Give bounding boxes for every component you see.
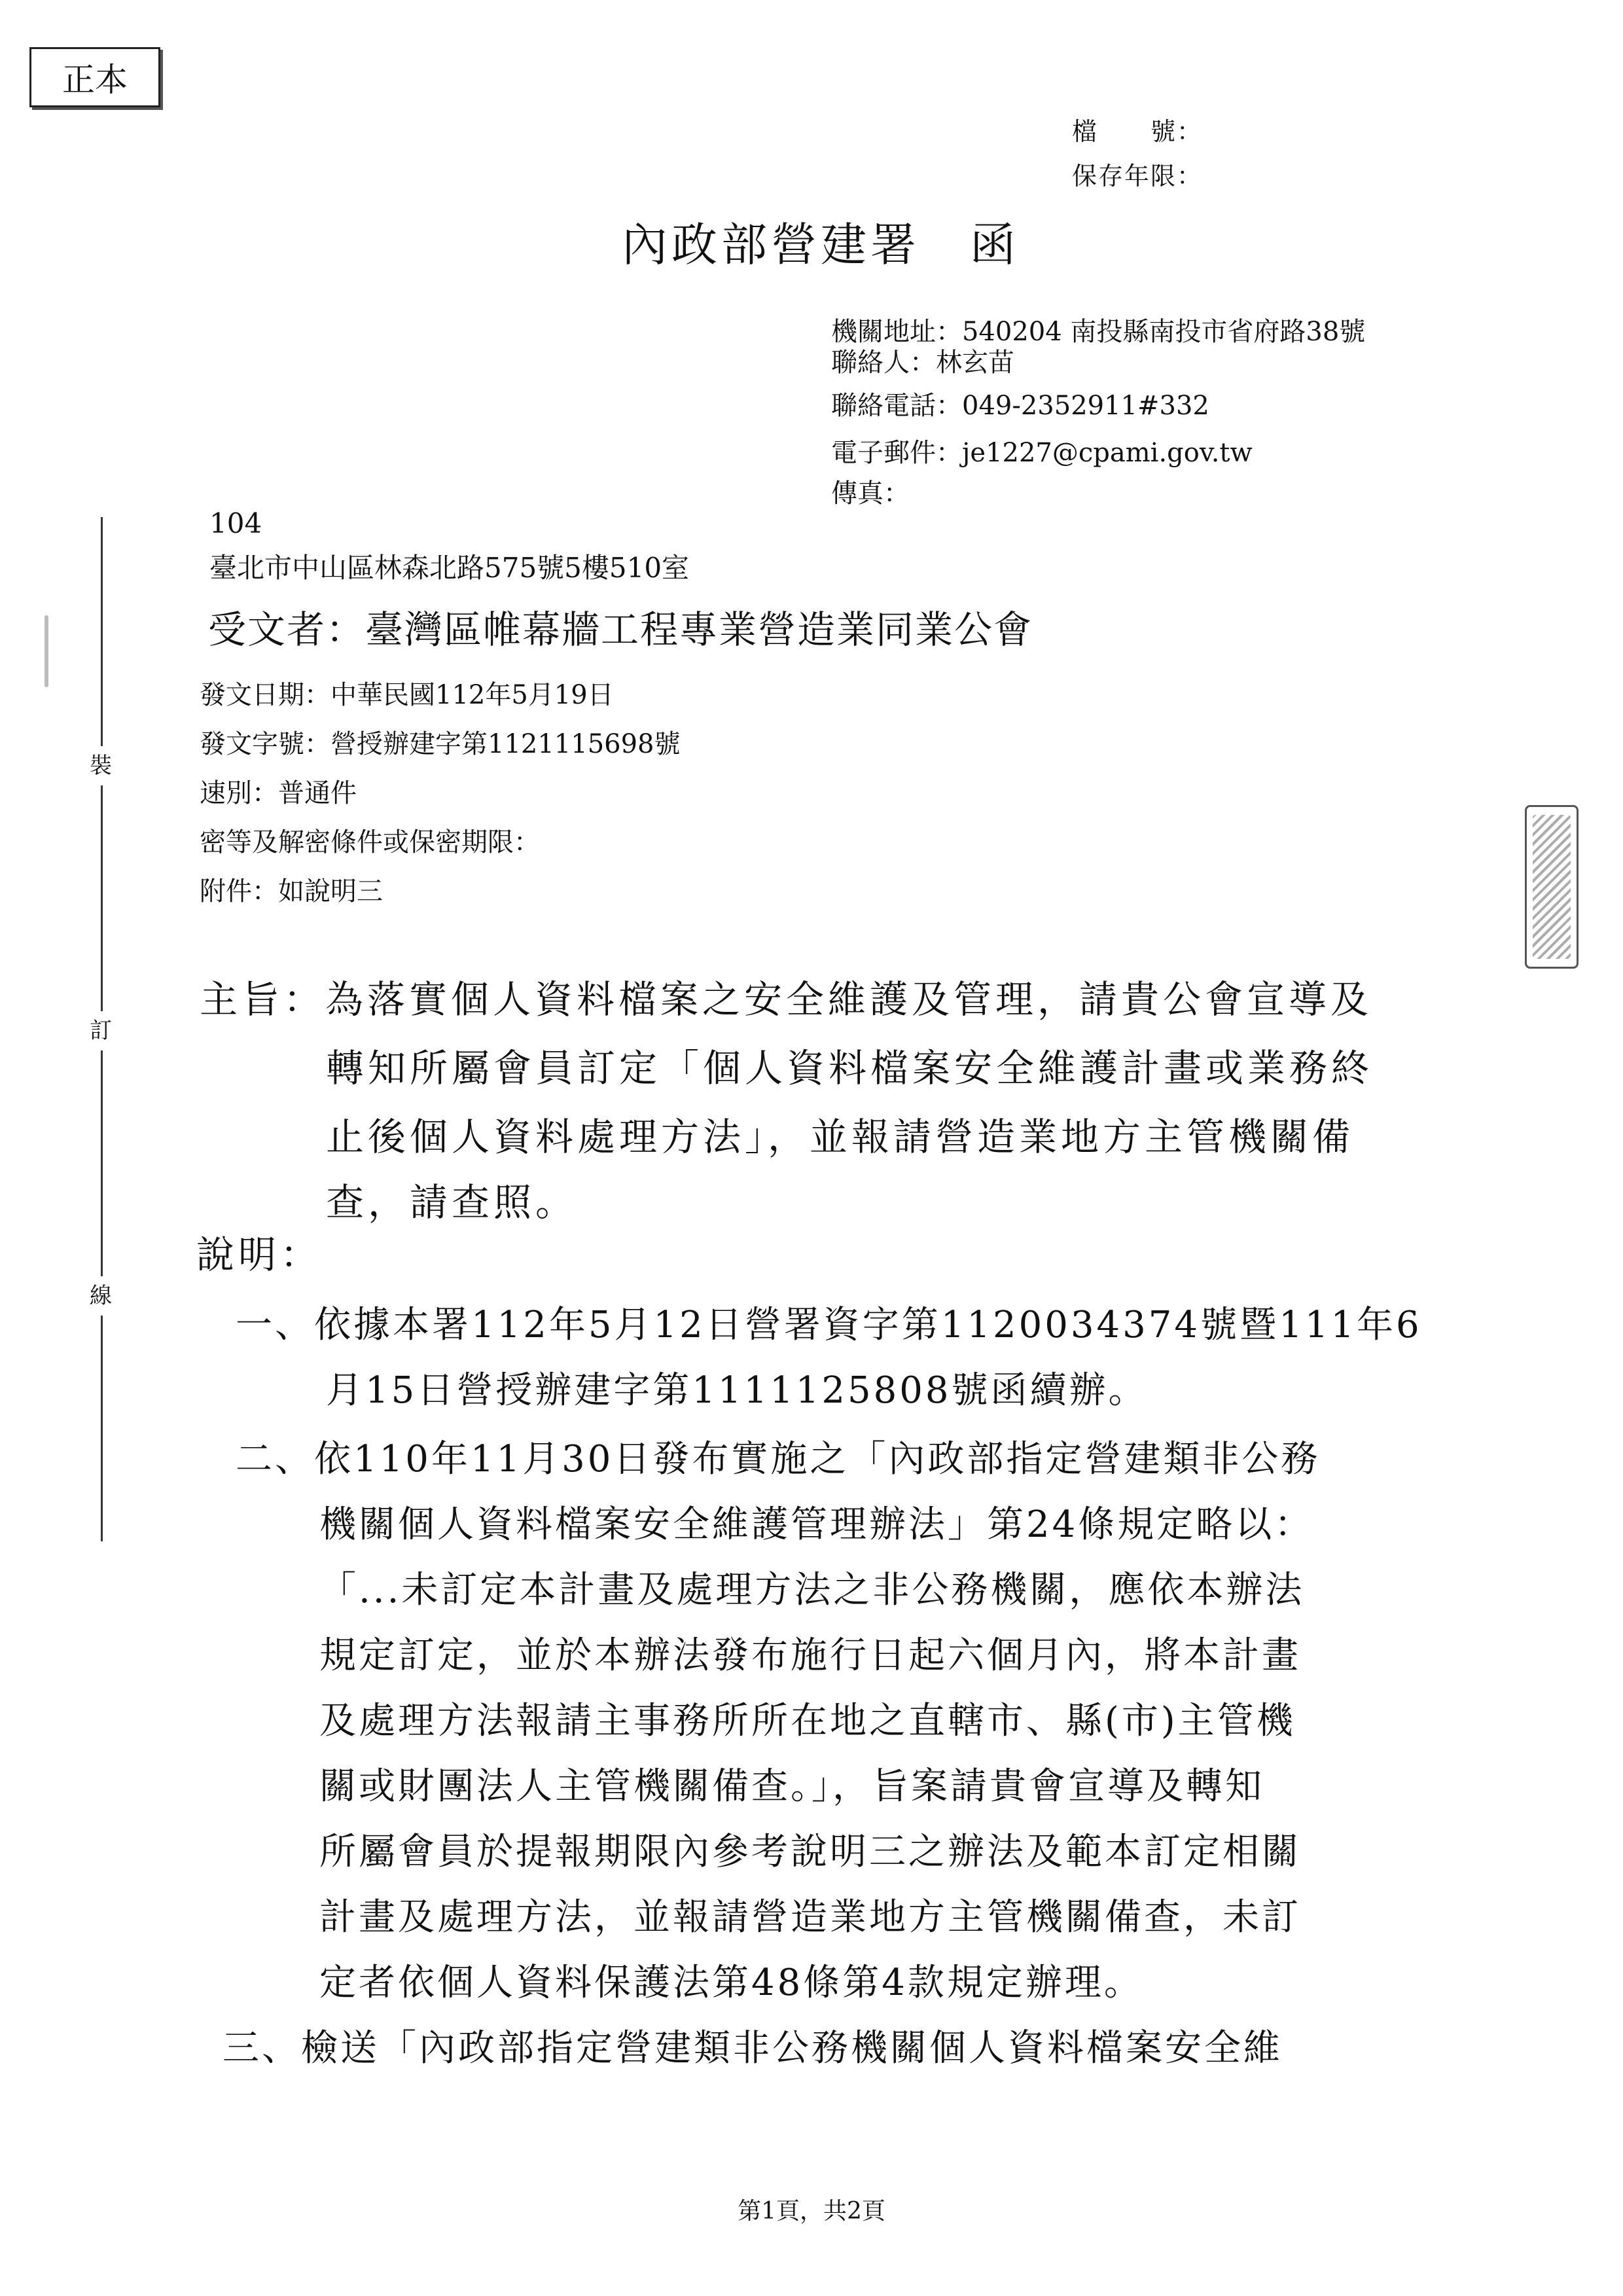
explanation-item2-line-2: 機關個人資料檔案安全維護管理辦法」第24條規定略以： — [319, 1503, 1314, 1546]
explanation-item2-line-8: 計畫及處理方法，並報請營造業地方主管機關備查，未訂 — [319, 1896, 1301, 1939]
explanation-item2-line-6: 關或財團法人主管機關備查。」，旨案請貴會宣導及轉知 — [319, 1765, 1264, 1808]
subject-line-2: 轉知所屬會員訂定「個人資料檔案安全維護計畫或業務終 — [326, 1046, 1374, 1090]
retention-period-label: 保存年限： — [1072, 162, 1204, 190]
secrecy-level: 密等及解密條件或保密期限： — [200, 827, 540, 857]
sender-email: 電子郵件：je1227@cpami.gov.tw — [831, 438, 1253, 468]
document-number: 發文字號：營授辦建字第1121115698號 — [200, 729, 681, 759]
subject-line-3: 止後個人資料處理方法」，並報請營造業地方主管機關備 — [326, 1115, 1355, 1159]
receipt-stamp-pattern — [1533, 815, 1571, 959]
original-copy-stamp — [29, 47, 160, 107]
sender-address: 機關地址：540204 南投縣南投市省府路38號 — [831, 317, 1366, 347]
issue-date: 發文日期：中華民國112年5月19日 — [200, 680, 614, 710]
explanation-item2-line-9: 定者依個人資料保護法第48條第4款規定辦理。 — [319, 1962, 1143, 2004]
receipt-stamp — [1525, 805, 1578, 969]
explanation-item1-line-2: 月15日營授辦建字第1111125808號函續辦。 — [326, 1369, 1148, 1412]
original-copy-label: 正本 — [62, 61, 128, 99]
document-title: 內政部營建署 函 — [622, 218, 1020, 272]
attachment-note: 附件：如說明三 — [200, 876, 383, 906]
recipient-postal-code: 104 — [209, 507, 262, 539]
binding-mark-ding: 訂 — [88, 1011, 114, 1050]
explanation-item2-line-5: 及處理方法報請主事務所所在地之直轄市、縣(市)主管機 — [319, 1700, 1296, 1742]
file-number-label: 檔 號： — [1072, 117, 1204, 146]
page-number: 第1頁，共2頁 — [738, 2198, 885, 2225]
explanation-item2-line-3: 「...未訂定本計畫及處理方法之非公務機關，應依本辦法 — [319, 1569, 1305, 1611]
binding-mark-xian: 線 — [88, 1276, 114, 1316]
recipient-address: 臺北市中山區林森北路575號5樓510室 — [209, 552, 690, 584]
recipient-name: 受文者：臺灣區帷幕牆工程專業營造業同業公會 — [208, 607, 1033, 652]
explanation-label: 說明： — [196, 1232, 323, 1277]
delivery-speed: 速別：普通件 — [200, 778, 357, 808]
explanation-item3-line-1: 三、檢送「內政部指定營建類非公務機關個人資料檔案安全維 — [223, 2027, 1283, 2070]
sender-contact: 聯絡人：林玄苗 — [831, 348, 1014, 378]
explanation-item2-line-7: 所屬會員於提報期限內參考說明三之辦法及範本訂定相關 — [319, 1831, 1301, 1873]
scan-artifact — [45, 615, 48, 687]
explanation-item2-line-4: 規定訂定，並於本辦法發布施行日起六個月內，將本計畫 — [319, 1634, 1301, 1677]
sender-fax: 傳真： — [831, 478, 910, 509]
subject-line-1: 主旨：為落實個人資料檔案之安全維護及管理，請貴公會宣導及 — [200, 977, 1373, 1022]
binding-mark-zhuang: 裝 — [88, 746, 114, 785]
subject-line-4: 查，請查照。 — [326, 1180, 578, 1225]
sender-phone: 聯絡電話：049-2352911#332 — [831, 391, 1209, 421]
explanation-item2-line-1: 二、依110年11月30日發布實施之「內政部指定營建類非公務 — [236, 1438, 1321, 1480]
explanation-item1-line-1: 一、依據本署112年5月12日營署資字第1120034374號暨111年6 — [236, 1304, 1422, 1346]
